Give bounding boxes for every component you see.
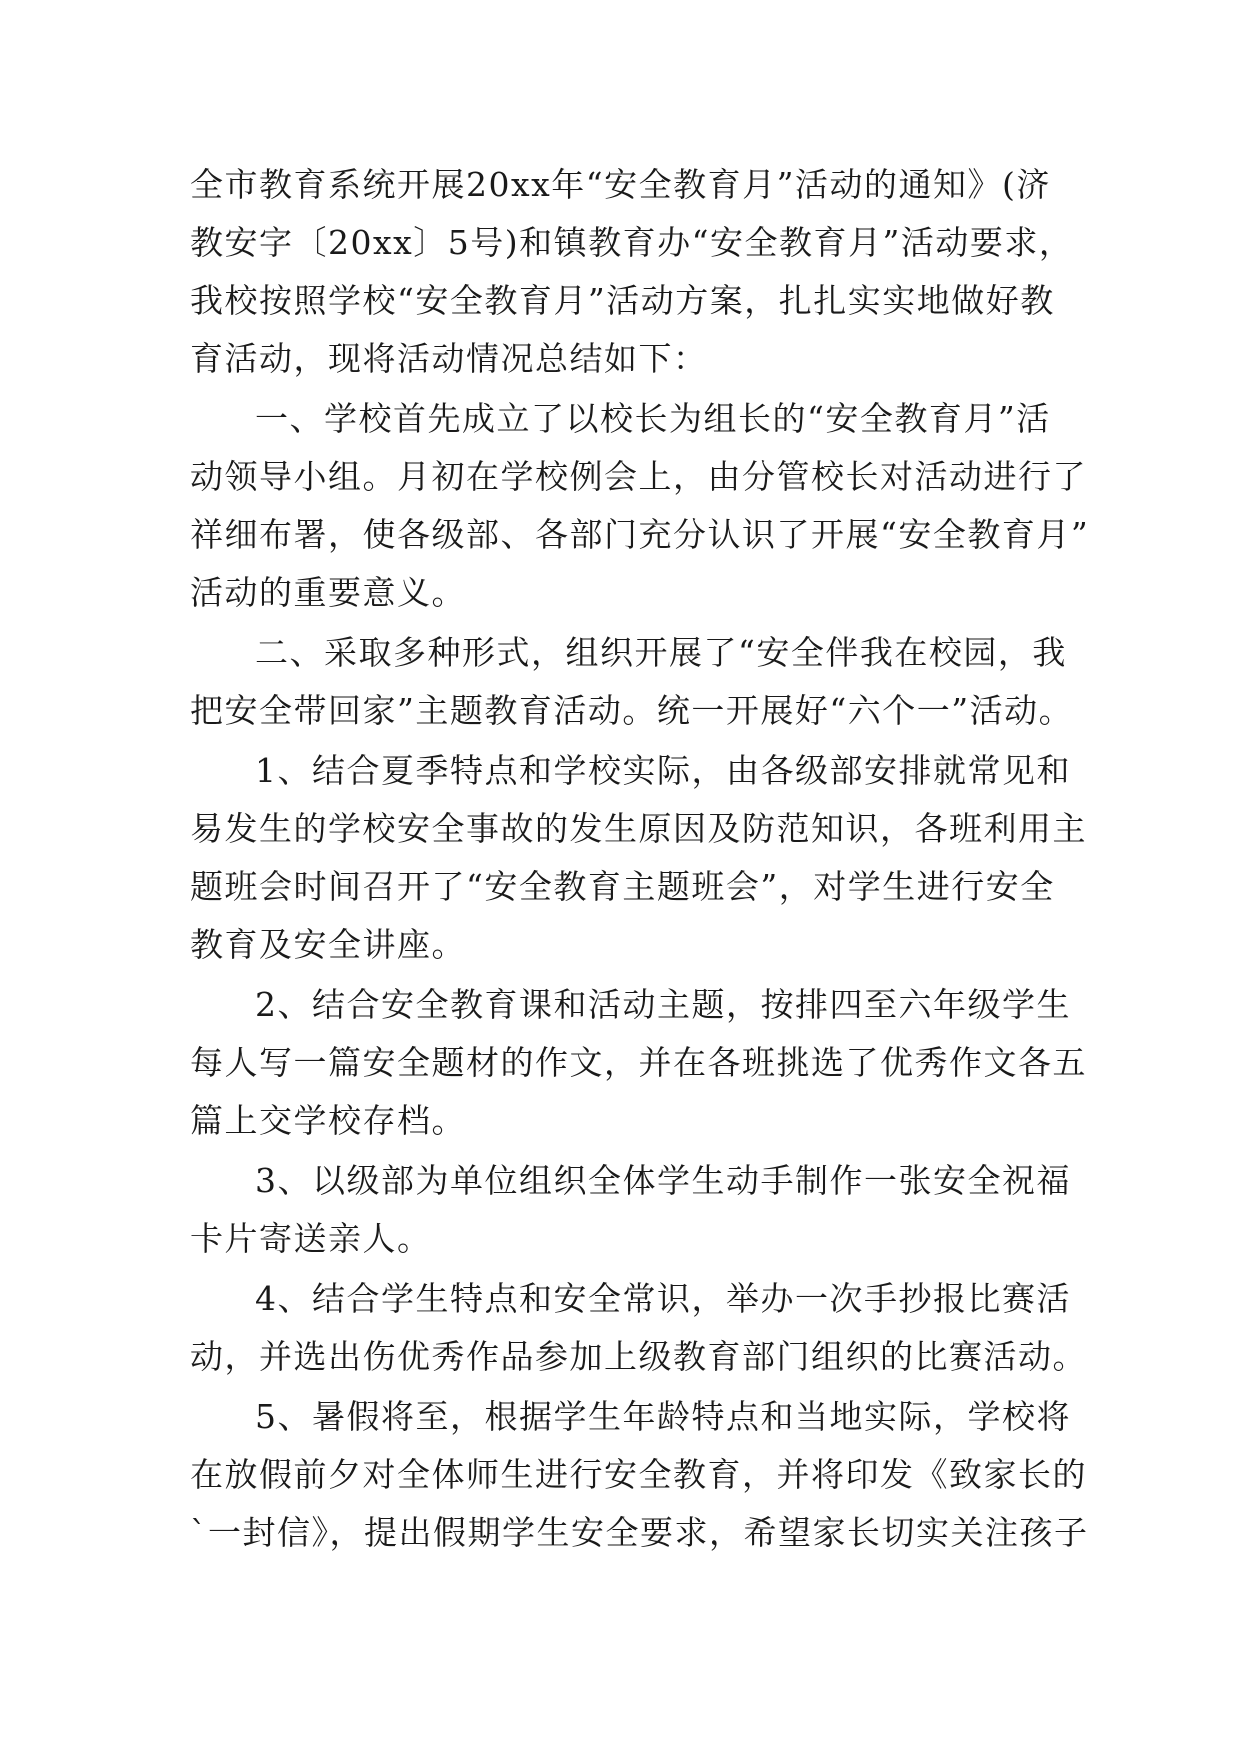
text-line: 教安字〔20xx〕5号)和镇教育办“安全教育月”活动要求， [190, 223, 1074, 262]
paragraph-first-line: 4、结合学生特点和安全常识，举办一次手抄报比赛活 [255, 1279, 1071, 1318]
text-line: 全市教育系统开展20xx年“安全教育月”活动的通知》(济 [190, 165, 1051, 204]
text-line: 每人写一篇安全题材的作文，并在各班挑选了优秀作文各五 [190, 1043, 1087, 1082]
paragraph-first-line: 一、学校首先成立了以校长为组长的“安全教育月”活 [255, 399, 1051, 438]
paragraph-first-line: 5、暑假将至，根据学生年龄特点和当地实际，学校将 [255, 1397, 1071, 1436]
text-line: 动领导小组。月初在学校例会上，由分管校长对活动进行了 [190, 457, 1087, 496]
text-line: `一封信》，提出假期学生安全要求，希望家长切实关注孩子 [190, 1513, 1089, 1552]
paragraph-first-line: 1、结合夏季特点和学校实际，由各级部安排就常见和 [255, 751, 1071, 790]
text-line: 卡片寄送亲人。 [190, 1219, 432, 1258]
text-line: 育活动，现将活动情况总结如下： [190, 339, 708, 378]
text-line: 在放假前夕对全体师生进行安全教育，并将印发《致家长的 [190, 1455, 1087, 1494]
paragraph-first-line: 3、以级部为单位组织全体学生动手制作一张安全祝福 [255, 1161, 1071, 1200]
text-line: 教育及安全讲座。 [190, 925, 466, 964]
text-line: 篇上交学校存档。 [190, 1101, 466, 1140]
text-line: 动，并选出伤优秀作品参加上级教育部门组织的比赛活动。 [190, 1337, 1087, 1376]
text-line: 活动的重要意义。 [190, 573, 466, 612]
paragraph-first-line: 二、采取多种形式，组织开展了“安全伴我在校园，我 [255, 633, 1067, 672]
paragraph-first-line: 2、结合安全教育课和活动主题，按排四至六年级学生 [255, 985, 1071, 1024]
text-line: 把安全带回家”主题教育活动。统一开展好“六个一”活动。 [190, 691, 1074, 730]
text-line: 祥细布署，使各级部、各部门充分认识了开展“安全教育月” [190, 515, 1090, 554]
text-line: 我校按照学校“安全教育月”活动方案，扎扎实实地做好教 [190, 281, 1055, 320]
text-line: 题班会时间召开了“安全教育主题班会”，对学生进行安全 [190, 867, 1055, 906]
text-line: 易发生的学校安全事故的发生原因及防范知识，各班利用主 [190, 809, 1087, 848]
